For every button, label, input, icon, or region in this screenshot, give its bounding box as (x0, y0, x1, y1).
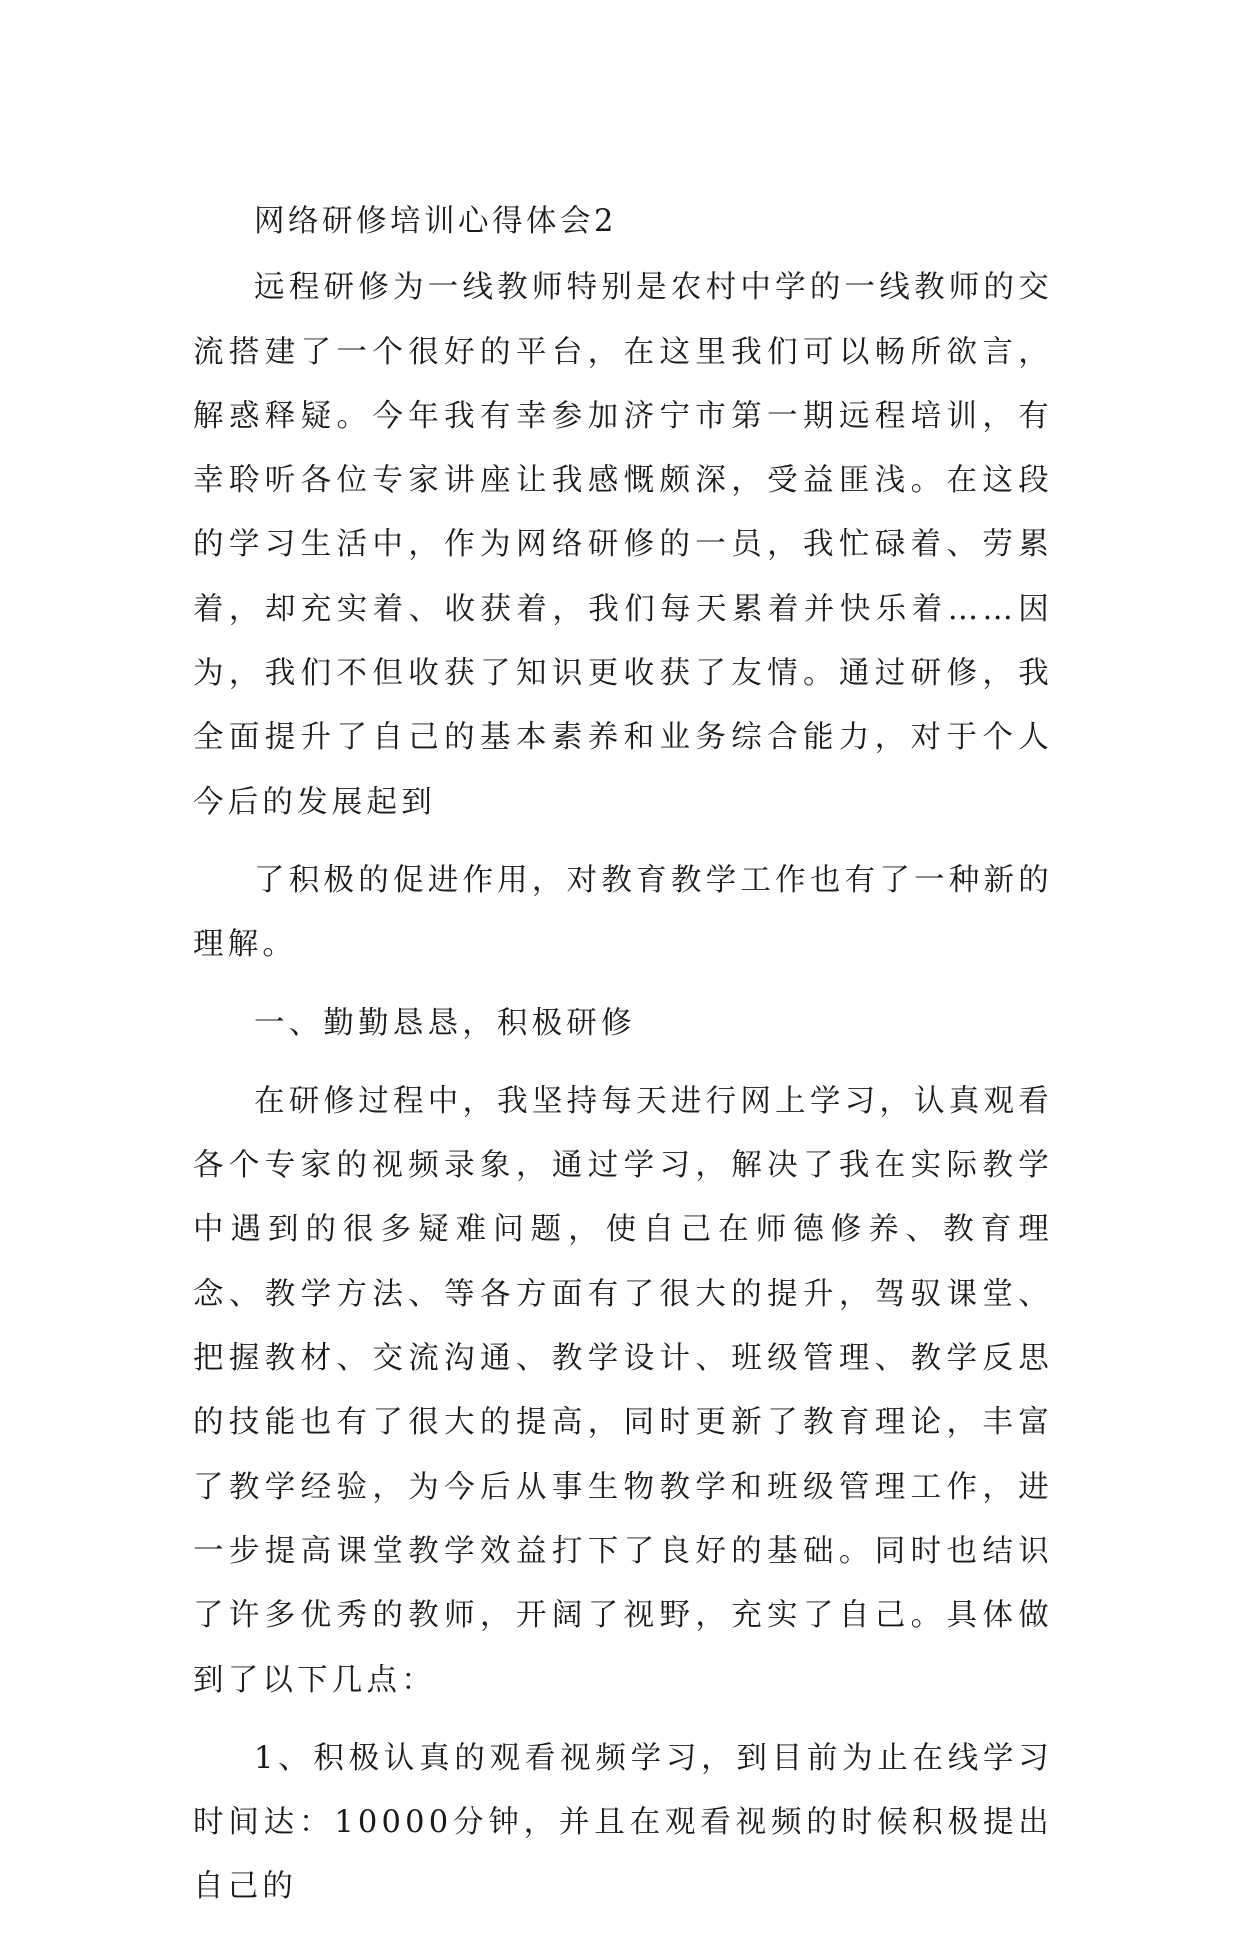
paragraph: 在研修过程中，我坚持每天进行网上学习，认真观看各个专家的视频录象，通过学习，解决了我在实际教学中遇到的很多疑难问题，使自己在师德修养、教育理念、教学方法、等各方面有了很大的提升，驾驭课堂、把握教材、交流沟通、教学设计、班级管理、教学反思的技能也有了很大的提高，同时更新了教育理论，丰富了教学经验，为今后从事生物教学和班级管理工作，进一步提高课堂教学效益打下了良好的基础。同时也结识了许多优秀的教师，开阔了视野，充实了自己。具体做到了以下几点： (193, 1083, 1053, 1698)
paragraph: 了积极的促进作用，对教育教学工作也有了一种新的理解。 (193, 862, 1053, 963)
paragraph: 1、积极认真的观看视频学习，到目前为止在线学习时间达：10000分钟，并且在观看视频的时候积极提出自己的 (193, 1740, 1053, 1905)
section-heading: 一、勤勤恳恳，积极研修 (254, 1005, 636, 1041)
paragraph: 远程研修为一线教师特别是农村中学的一线教师的交流搭建了一个很好的平台，在这里我们可以畅所欲言，解惑释疑。今年我有幸参加济宁市第一期远程培训，有幸聆听各位专家讲座让我感慨颇深，受益匪浅。在这段的学习生活中，作为网络研修的一员，我忙碌着、劳累着，却充实着、收获着，我们每天累着并快乐着……因为，我们不但收获了知识更收获了友情。通过研修，我全面提升了自己的基本素养和业务综合能力，对于个人今后的发展起到 (193, 270, 1053, 820)
document-title: 网络研修培训心得体会2 (254, 204, 617, 239)
document-page (193, 190, 1053, 1934)
